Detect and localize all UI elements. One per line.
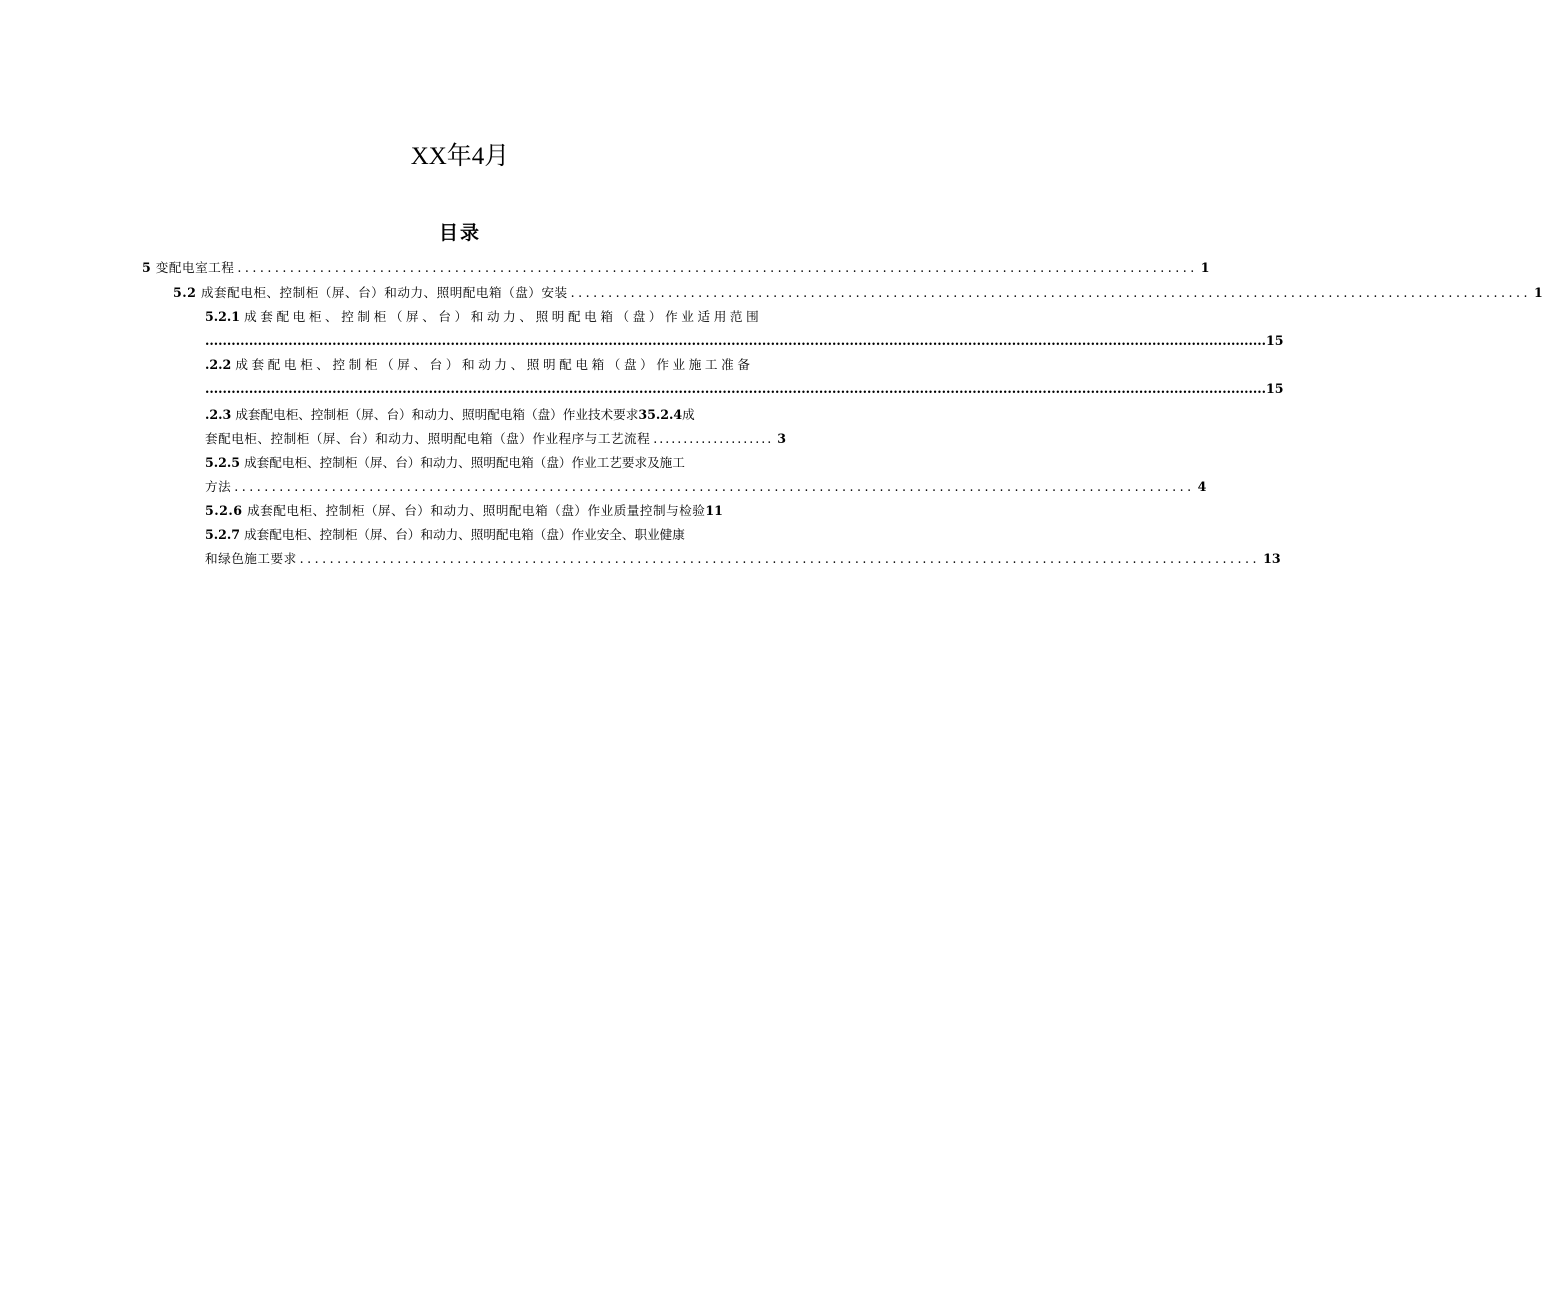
toc-entry-page: 11 bbox=[705, 503, 723, 518]
toc-entry-text: 成套配电柜、控制柜（屏、台）和动力、照明配电箱（盘）作业工艺要求及施工 bbox=[244, 455, 685, 470]
toc-title: 目录 bbox=[438, 222, 481, 244]
toc-entry-text-continued: 方法 bbox=[205, 479, 232, 494]
toc-entry-page: 1 bbox=[1533, 285, 1543, 300]
leader-dots: .................... bbox=[653, 431, 774, 446]
toc-entry-5[interactable] bbox=[142, 256, 1210, 280]
leader-dots: ................................................................................................................................ bbox=[570, 285, 1531, 300]
toc-entry-text-continued: 和绿色施工要求 bbox=[205, 551, 297, 566]
toc-entry-5-2-6[interactable] bbox=[205, 499, 786, 523]
leader-dots: ................................................................................................................................ bbox=[237, 260, 1198, 275]
toc-entry-inline-text: 成 bbox=[682, 407, 695, 422]
toc-entry-page: 15 bbox=[1266, 381, 1284, 396]
toc-entry-number: 5.2.7 bbox=[205, 527, 241, 542]
toc-entry-5-2-3[interactable] bbox=[205, 403, 786, 451]
toc-entry-text: 成套配电柜、控制柜（屏、台）和动力、照明配电箱（盘）作业技术要求 bbox=[235, 407, 639, 422]
toc-entry-page: 4 bbox=[1197, 479, 1207, 494]
toc-entry-page: 15 bbox=[1266, 333, 1284, 348]
leader-dots: .................................................................................................................................................................................................................................................. bbox=[205, 333, 1267, 348]
toc-entry-number: 5.2.1 bbox=[205, 309, 241, 324]
toc-entry-number: 5.2 bbox=[173, 285, 197, 300]
toc-entry-text-continued: 套配电柜、控制柜（屏、台）和动力、照明配电箱（盘）作业程序与工艺流程 bbox=[205, 431, 651, 446]
leader-dots: ................................................................................................................................ bbox=[234, 479, 1195, 494]
toc-entry-5-2-2[interactable] bbox=[205, 353, 1284, 401]
leader-dots: ................................................................................................................................ bbox=[299, 551, 1261, 566]
toc-entry-text: 成套配电柜、控制柜（屏、台）和动力、照明配电箱（盘）作业安全、职业健康 bbox=[244, 527, 685, 542]
toc-entry-text: 成套配电柜、控制柜（屏、台）和动力、照明配电箱（盘）作业施工准备 bbox=[235, 357, 754, 372]
toc-entry-number: .2.2 bbox=[205, 357, 232, 372]
toc-entry-inline-number: 35.2.4 bbox=[638, 407, 683, 422]
toc-entry-page: 3 bbox=[777, 431, 786, 446]
toc-entry-5-2-1[interactable] bbox=[205, 305, 1284, 353]
toc-entry-text: 变配电室工程 bbox=[155, 260, 235, 275]
toc-entry-number: 5.2.5 bbox=[205, 455, 241, 470]
toc-entry-page: 1 bbox=[1200, 260, 1210, 275]
document-date: XX年4月 bbox=[410, 143, 510, 170]
toc-entry-number: .2.3 bbox=[205, 407, 232, 422]
toc-entry-number: 5 bbox=[142, 260, 152, 275]
leader-dots: .................................................................................................................................................................................................................................................. bbox=[205, 381, 1267, 396]
toc-entry-5-2-5[interactable] bbox=[205, 451, 1207, 499]
toc-entry-page: 13 bbox=[1263, 551, 1281, 566]
toc-entry-text: 成套配电柜、控制柜（屏、台）和动力、照明配电箱（盘）安装 bbox=[200, 285, 568, 300]
toc-entry-number: 5.2.6 bbox=[205, 503, 243, 518]
toc-entry-text: 成套配电柜、控制柜（屏、台）和动力、照明配电箱（盘）作业质量控制与检验 bbox=[247, 503, 706, 518]
toc-entry-text: 成套配电柜、控制柜（屏、台）和动力、照明配电箱（盘）作业适用范围 bbox=[244, 309, 763, 324]
toc-entry-5-2-7[interactable] bbox=[205, 523, 1281, 571]
toc-entry-5-2[interactable] bbox=[173, 281, 1543, 305]
